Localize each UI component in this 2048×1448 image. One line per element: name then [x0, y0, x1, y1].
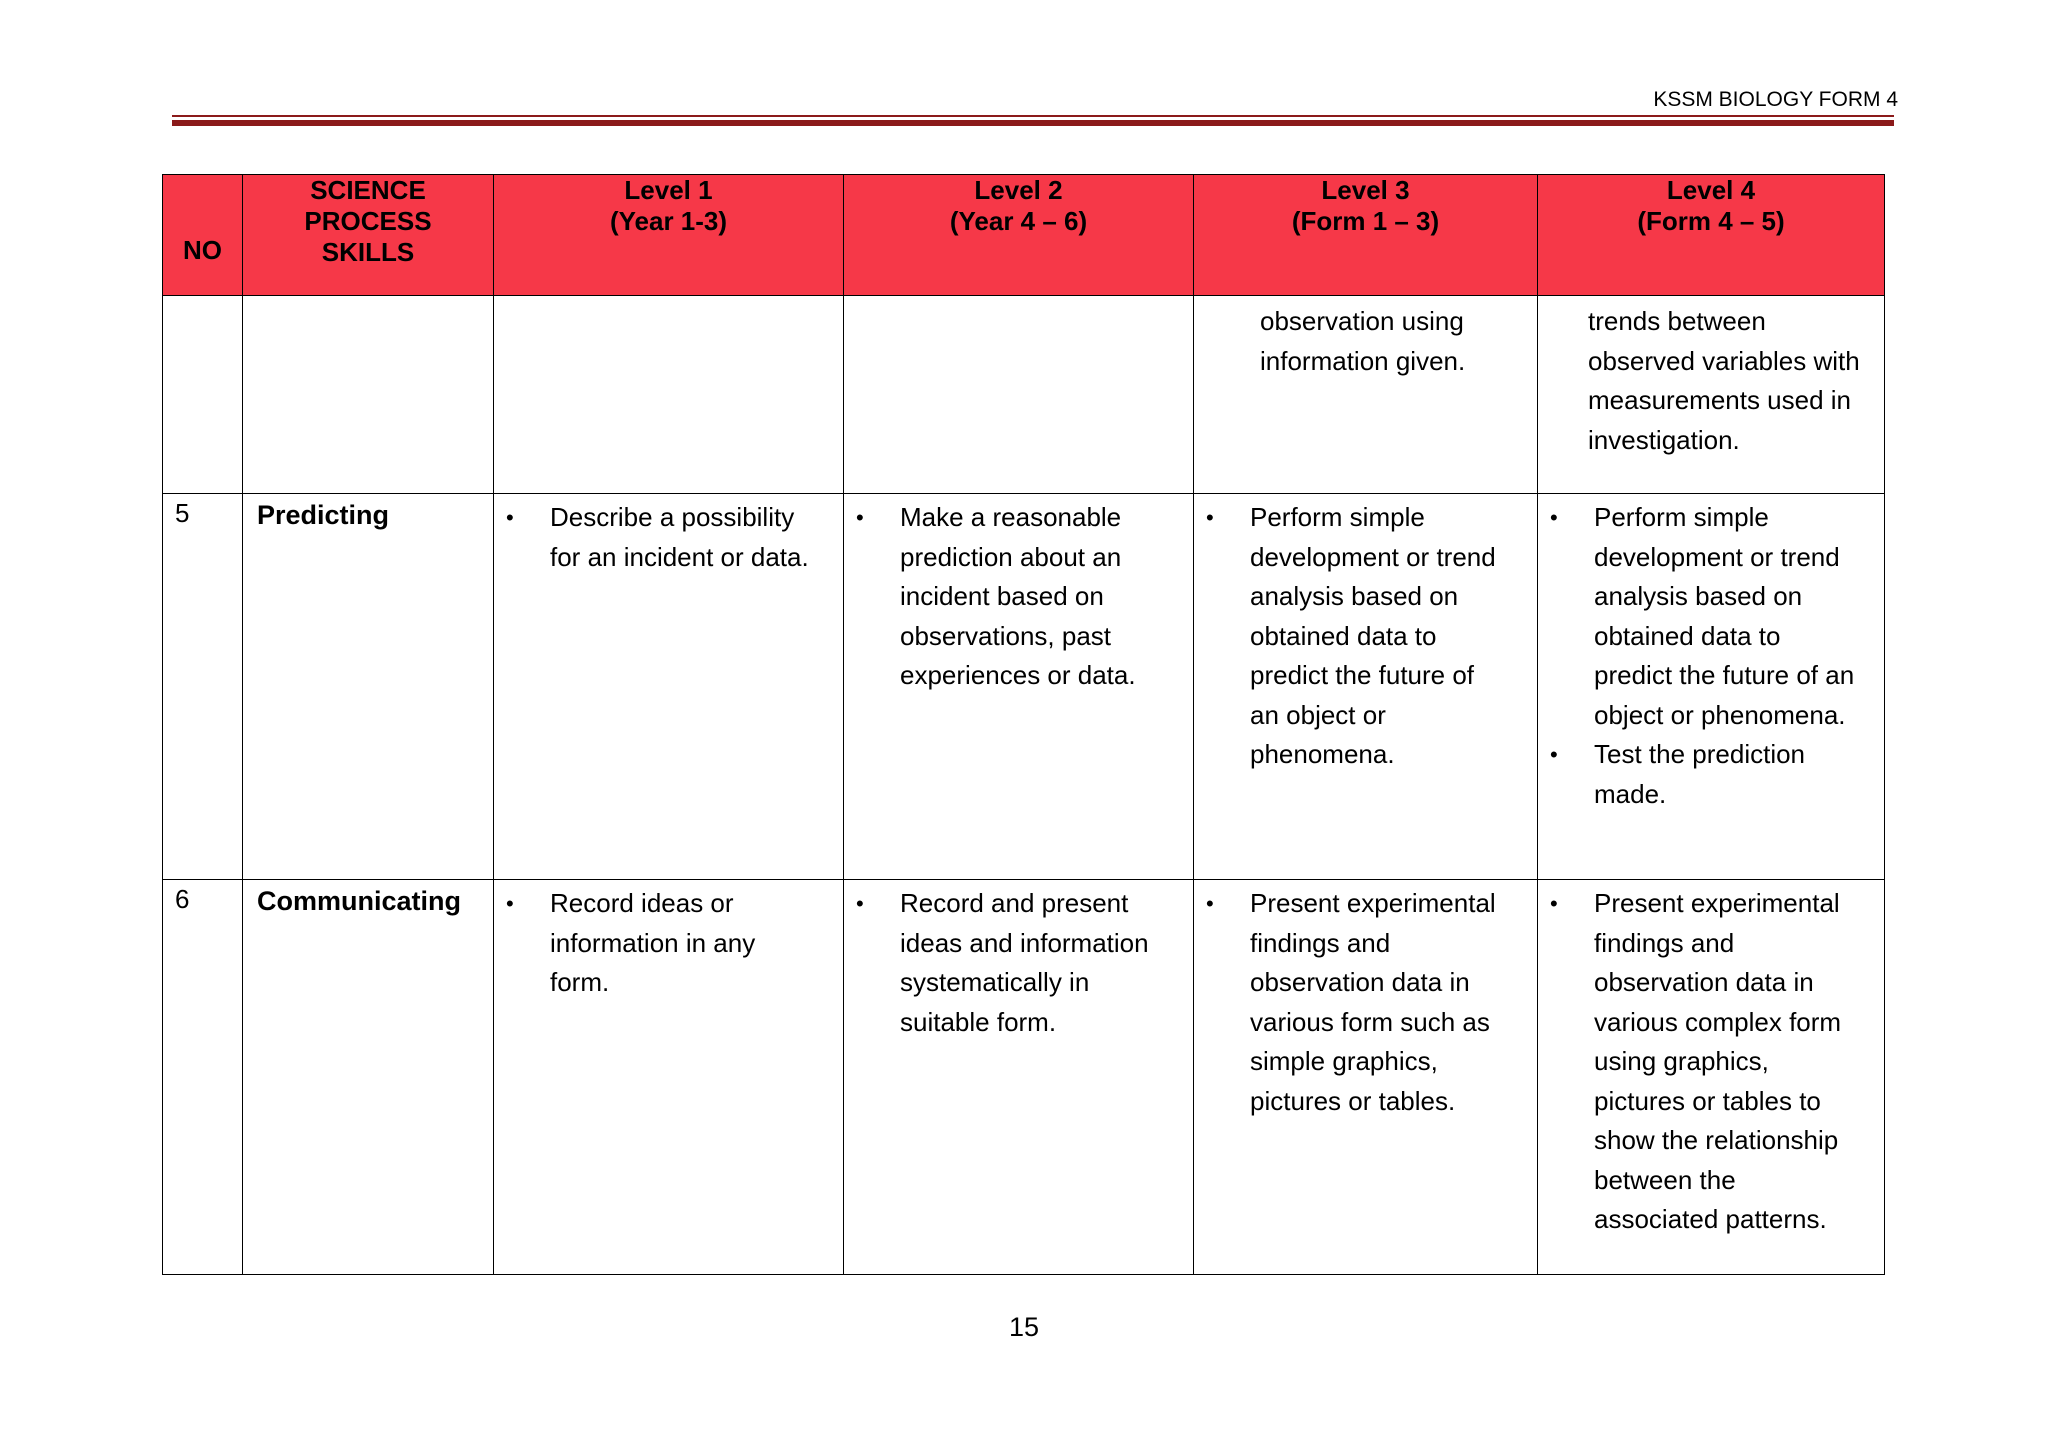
text-line: experiences or data. [900, 660, 1136, 690]
bullet-list [1538, 880, 1884, 1240]
header-line: SCIENCE [310, 175, 426, 205]
header-line: NO [183, 234, 222, 265]
header-line: Level 1 [624, 175, 713, 205]
bullet-icon: • [1206, 505, 1214, 530]
level2-cell [844, 880, 1194, 1275]
text-line: object or phenomena. [1594, 699, 1846, 730]
bullet-list [844, 880, 1193, 1042]
text-line: findings and [1594, 927, 1735, 958]
column-header-level4 [1538, 175, 1885, 296]
text-line: obtained data to [1250, 620, 1437, 651]
bullet-icon: • [506, 891, 514, 916]
text-line: ideas and information [900, 927, 1149, 958]
text-line: pictures or tables. [1250, 1085, 1456, 1116]
bullet-icon: • [1550, 505, 1558, 530]
continuation-level3 [1194, 296, 1538, 494]
skill-name: Communicating [243, 880, 494, 1275]
header-line: (Form 4 – 5) [1637, 206, 1785, 236]
text-line: show the relationship [1594, 1125, 1839, 1155]
header-rule-thick [172, 120, 1894, 126]
bullet-icon: • [1550, 742, 1558, 767]
table-cell [494, 296, 844, 494]
skills-table [162, 174, 1885, 1275]
header-line: Level 3 [1321, 175, 1410, 205]
level4-cell [1538, 880, 1885, 1275]
bullet-list [844, 494, 1193, 696]
bullet-list [1194, 494, 1537, 775]
text-line: Record ideas or [550, 888, 734, 918]
text-line: findings and [1250, 927, 1391, 958]
column-header-skills [243, 175, 494, 296]
column-header-level1 [494, 175, 844, 296]
table-cell [844, 296, 1194, 494]
text-line: trends between [1588, 306, 1766, 336]
text-line: suitable form. [900, 1006, 1057, 1037]
list-item [1550, 735, 1874, 814]
level3-cell [1194, 494, 1538, 880]
text-line: prediction about an [900, 541, 1122, 572]
list-item [506, 498, 833, 577]
text-line: various form such as [1250, 1006, 1490, 1037]
header-line: (Year 4 – 6) [949, 206, 1088, 236]
text-line: observation data in [1594, 967, 1814, 997]
list-item [1206, 498, 1527, 775]
level2-cell [844, 494, 1194, 880]
continuation-row [163, 296, 1885, 494]
header-line: SKILLS [321, 237, 415, 267]
table-cell [163, 296, 243, 494]
text-line: Perform simple [1250, 502, 1425, 532]
table-cell [243, 296, 494, 494]
list-item [1550, 884, 1874, 1240]
column-header-level3 [1194, 175, 1538, 296]
bullet-list [1194, 880, 1537, 1121]
bullet-icon: • [856, 505, 864, 530]
level4-cell [1538, 494, 1885, 880]
text-line: investigation. [1588, 424, 1740, 455]
bullet-list [494, 494, 843, 577]
text-line: between the [1594, 1164, 1736, 1195]
text-line: associated patterns. [1594, 1204, 1827, 1234]
text-line: observation data in [1250, 967, 1470, 997]
header-title: KSSM BIOLOGY FORM 4 [1653, 88, 1898, 111]
text-line: predict the future of [1250, 660, 1475, 690]
page-number: 15 [1008, 1312, 1040, 1342]
text-line: Present experimental [1594, 888, 1840, 918]
level1-cell [494, 494, 844, 880]
text-line: development or trend [1594, 541, 1840, 572]
list-item [1206, 884, 1527, 1121]
text-line: obtained data to [1594, 620, 1781, 651]
text-line: information given. [1260, 345, 1466, 376]
text-line: Make a reasonable [900, 502, 1122, 532]
text-line: phenomena. [1250, 739, 1395, 769]
text-line: Record and present [900, 888, 1129, 918]
row-number: 5 [163, 494, 243, 880]
text-line: measurements used in [1588, 385, 1852, 415]
header-line: PROCESS [304, 206, 432, 236]
bullet-icon: • [1550, 891, 1558, 916]
list-item [1550, 498, 1874, 735]
text-line: pictures or tables to [1594, 1085, 1821, 1116]
table-row-predicting [163, 494, 1885, 880]
continuation-level4 [1538, 296, 1885, 494]
list-item [856, 884, 1183, 1042]
header-line: Level 2 [974, 175, 1063, 205]
header-line: Level 4 [1666, 175, 1756, 205]
list-item [856, 498, 1183, 696]
text-line: incident based on [900, 581, 1104, 611]
level3-cell [1194, 880, 1538, 1275]
bullet-icon: • [1206, 891, 1214, 916]
bullet-list [1538, 494, 1884, 814]
text-line: various complex form [1594, 1006, 1842, 1037]
column-header-level2 [844, 175, 1194, 296]
text-line: analysis based on [1594, 581, 1803, 611]
text-line: observations, past [900, 620, 1112, 651]
table-body [163, 296, 1885, 1275]
text-line: Test the prediction [1594, 739, 1806, 769]
text-line: using graphics, [1594, 1046, 1769, 1076]
text-line: development or trend [1250, 541, 1496, 572]
text-line: Perform simple [1594, 502, 1769, 532]
text-line: simple graphics, [1250, 1046, 1438, 1076]
level1-cell [494, 880, 844, 1275]
text-line: Present experimental [1250, 888, 1496, 918]
header-rule-thin [172, 115, 1894, 117]
bullet-icon: • [856, 891, 864, 916]
skill-name: Predicting [243, 494, 494, 880]
table-row-communicating [163, 880, 1885, 1275]
table-header [163, 175, 1885, 296]
text-line: analysis based on [1250, 581, 1459, 611]
header-line: (Year 1-3) [609, 206, 728, 236]
row-number: 6 [163, 880, 243, 1275]
text-line: made. [1594, 778, 1667, 809]
text-line: systematically in [900, 967, 1090, 997]
column-header-no [163, 175, 243, 296]
text-line: predict the future of an [1594, 660, 1855, 690]
header-line: (Form 1 – 3) [1291, 206, 1440, 236]
text-line: an object or [1250, 699, 1386, 730]
bullet-list [494, 880, 843, 1003]
header-row [163, 175, 1885, 296]
text-line: observed variables with [1588, 345, 1860, 376]
text-line: form. [550, 967, 610, 997]
text-line: observation using [1260, 306, 1464, 336]
bullet-icon: • [506, 505, 514, 530]
text-line: for an incident or data. [550, 541, 809, 572]
list-item [506, 884, 833, 1003]
text-line: Describe a possibility [550, 502, 795, 532]
text-line: information in any [550, 927, 756, 958]
